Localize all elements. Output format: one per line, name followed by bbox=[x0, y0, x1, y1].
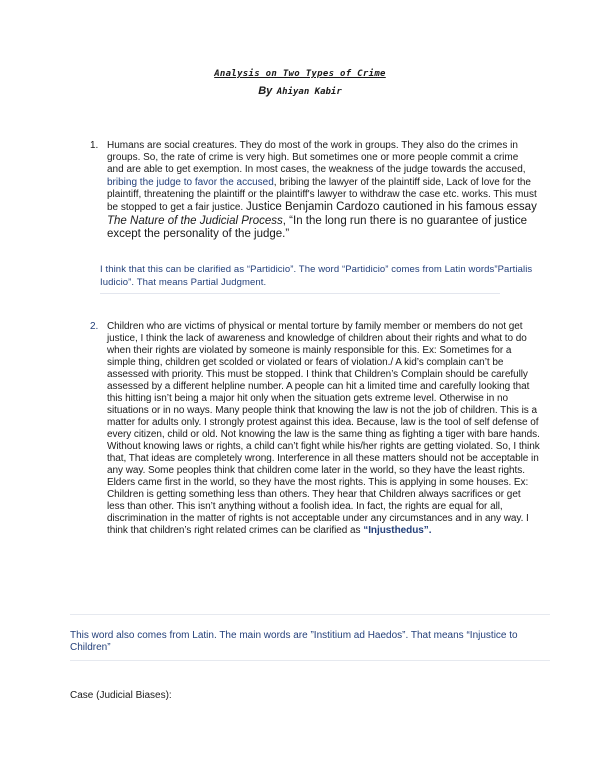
document-title: Analysis on Two Types of Crime bbox=[214, 69, 386, 79]
divider-2 bbox=[70, 614, 550, 615]
list-number-2: 2. bbox=[90, 321, 99, 332]
list-number-1: 1. bbox=[90, 140, 99, 151]
paragraph-1 bbox=[107, 140, 537, 242]
paragraph-2-text: Children who are victims of physical or mental torture by family member or members do not get justice, I think the lack of awareness and knowledge of children about their rights and what to do when their rights are violated by someone is mainly responsible for this. Ex: Sometimes for a simple thing, children get scolded or violated or fears of violation./ A kid’s complain can’t be assessed with priority. This must be stopped. I think that Children’s Complain should be carefully assessed by a different helpline number. A people can hit a limited time and carefully looking that this hitting isn’t being a major hit only when the situation gets extreme level. Otherwise in no situations or in no ways. Many people think that knowing the law is not the job of children. This is a matter for adults only. I strongly protest against this idea. Because, law is the tool of self defense of every citizen, child or old. Not knowing the law is the same thing as fighting a tiger with bare hands. Without knowing laws or rights, a child can’t fight while his/her rights are getting violated. So, I think that, That ideas are completely wrong. Interference in all these matters should not be acceptable in any way. Some peoples think that children come later in the world, so they have the least rights. Elders came first in the world, so they have the most rights. This is applying in some houses. Ex: Children is getting something less than others. They hear that Children always sacrifices or get less than other. This isn’t anything without a foolish idea. In fact, the rights are equal for all, discrimination in the matter of rights is not acceptable under any circumstances and in any way. I think that children’s right related crimes can be clarified as bbox=[107, 321, 540, 536]
paragraph-1-highlight: bribing the judge to favor the accused bbox=[107, 176, 274, 188]
divider-1 bbox=[100, 293, 500, 294]
partidicio-note: I think that this can be clarified as “Partidicio”. The word “Partidicio” comes from Latin words”Partialis Iudicio”. That means Partial Judgment. bbox=[100, 264, 533, 288]
cardozo-quote: , “In the long run there is no guarantee of justice except the personality of the judge.” bbox=[107, 214, 527, 241]
injusthedus-term: “Injusthedus”. bbox=[363, 525, 432, 536]
case-heading: Case (Judicial Biases): bbox=[70, 690, 172, 701]
divider-3 bbox=[70, 660, 550, 661]
injusthedus-note: This word also comes from Latin. The main words are ”Institium ad Haedos”. That means “Injustice to Children” bbox=[70, 630, 518, 654]
essay-title: The Nature of the Judicial Process bbox=[107, 214, 283, 227]
paragraph-2 bbox=[107, 321, 540, 537]
paragraph-1-text-c: , bribing the lawyer of the plaintiff side, Lack of love for the plaintiff, threatening the plaintiff or the plaintiff's lawyer to withdraw the case etc. works. This must be stopped to get a fair justice. bbox=[107, 176, 537, 214]
byline-prefix: By bbox=[258, 85, 273, 97]
author-name: Ahiyan Kabir bbox=[276, 87, 342, 97]
paragraph-1-text-a: Humans are social creatures. They do most of the work in groups. They also do the crimes in groups. So, the rate of crime is very high. But sometimes one or more people commit a crime and are able to get exemption. In most cases, the weakness of the judge towards the accused, bbox=[107, 140, 526, 176]
byline bbox=[0, 83, 600, 99]
cardozo-quote-intro: Justice Benjamin Cardozo cautioned in his famous essay bbox=[245, 201, 537, 214]
